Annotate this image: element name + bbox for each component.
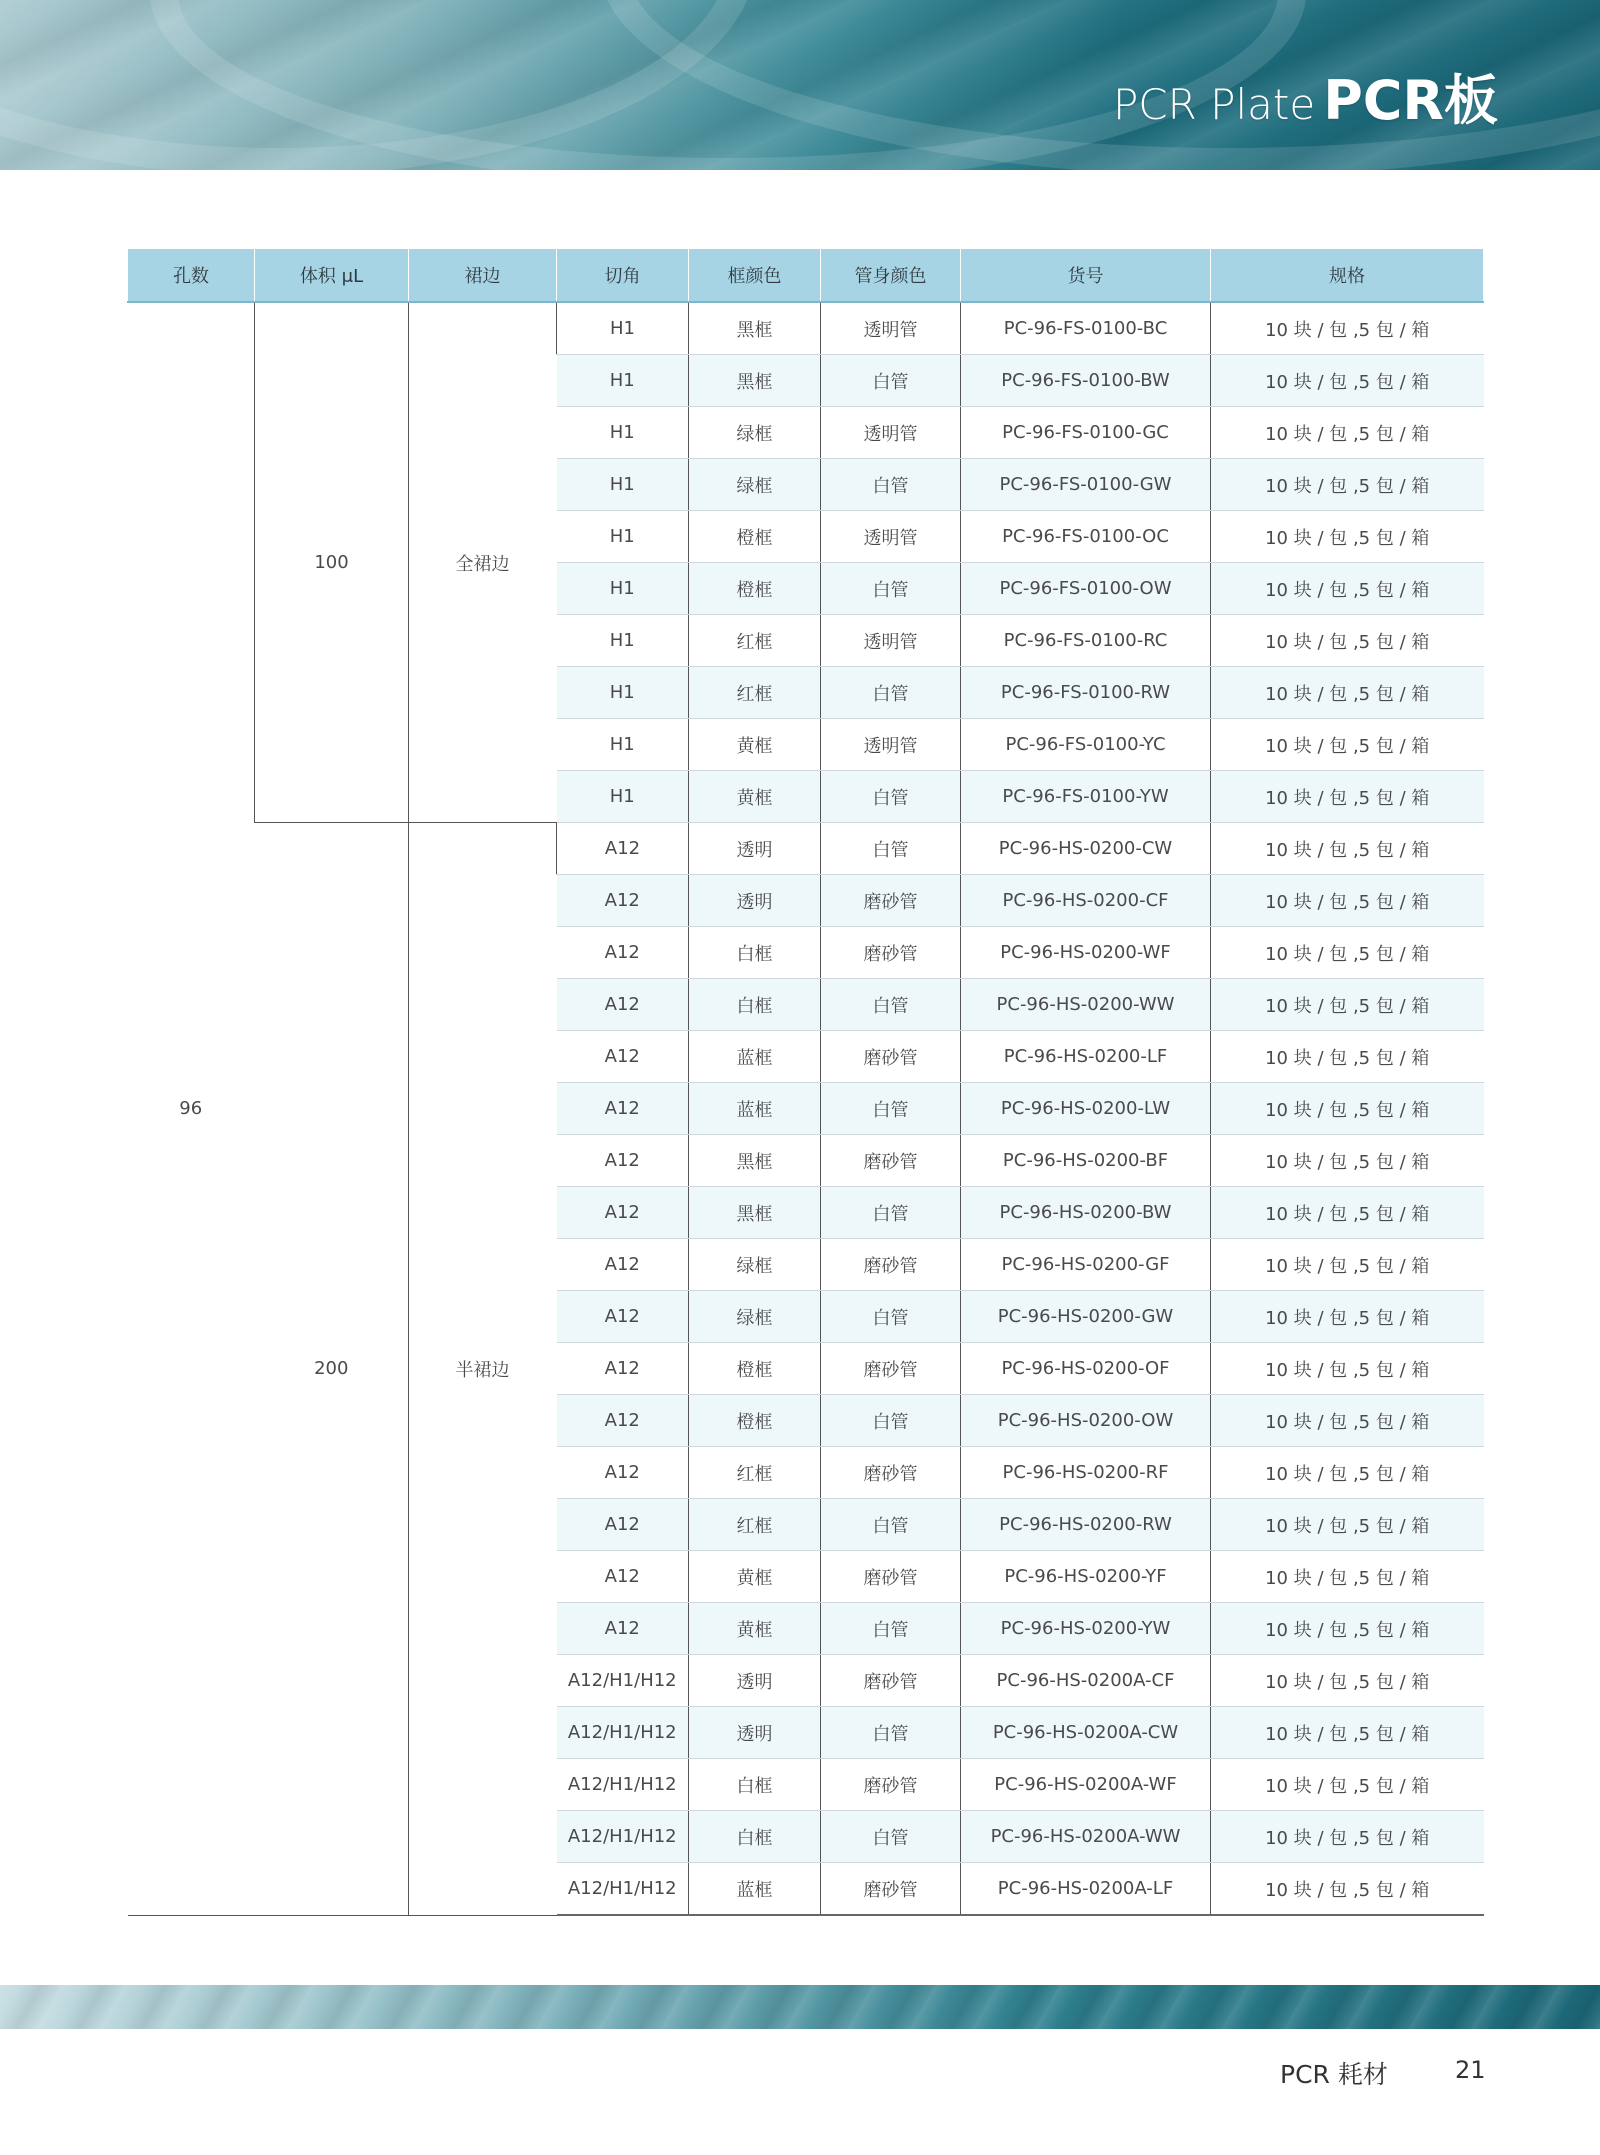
cell-frame-color: 橙框	[689, 1343, 821, 1395]
cell-frame-color: 黄框	[689, 719, 821, 771]
title-cn: PCR板	[1323, 69, 1498, 132]
cell-cut-corner: H1	[557, 355, 689, 407]
cell-catalog-no: PC-96-FS-0100-GW	[961, 459, 1211, 511]
cell-frame-color: 绿框	[689, 407, 821, 459]
cell-tube-color: 白管	[821, 1187, 961, 1239]
cell-tube-color: 透明管	[821, 615, 961, 667]
cell-frame-color: 黑框	[689, 1135, 821, 1187]
cell-cut-corner: A12	[557, 875, 689, 927]
cell-catalog-no: PC-96-HS-0200-GW	[961, 1291, 1211, 1343]
cell-frame-color: 透明	[689, 823, 821, 875]
cell-cut-corner: H1	[557, 563, 689, 615]
cell-frame-color: 黄框	[689, 771, 821, 823]
col-header-tube-color: 管身颜色	[821, 249, 961, 303]
cell-cut-corner: H1	[557, 615, 689, 667]
cell-frame-color: 透明	[689, 1707, 821, 1759]
cell-frame-color: 绿框	[689, 459, 821, 511]
cell-cut-corner: A12	[557, 1499, 689, 1551]
cell-tube-color: 磨砂管	[821, 1863, 961, 1916]
cell-packaging: 10 块 / 包 ,5 包 / 箱	[1211, 1291, 1484, 1343]
cell-cut-corner: H1	[557, 407, 689, 459]
col-header-frame-color: 框颜色	[689, 249, 821, 303]
cell-packaging: 10 块 / 包 ,5 包 / 箱	[1211, 1655, 1484, 1707]
cell-frame-color: 白框	[689, 927, 821, 979]
cell-frame-color: 透明	[689, 1655, 821, 1707]
footer-label: PCR 耗材	[1280, 2060, 1388, 2089]
cell-packaging: 10 块 / 包 ,5 包 / 箱	[1211, 1759, 1484, 1811]
cell-frame-color: 橙框	[689, 563, 821, 615]
cell-frame-color: 黄框	[689, 1551, 821, 1603]
cell-tube-color: 透明管	[821, 719, 961, 771]
cell-tube-color: 白管	[821, 1291, 961, 1343]
cell-tube-color: 磨砂管	[821, 1447, 961, 1499]
cell-cut-corner: A12/H1/H12	[557, 1707, 689, 1759]
cell-catalog-no: PC-96-FS-0100-RW	[961, 667, 1211, 719]
cell-catalog-no: PC-96-FS-0100-YW	[961, 771, 1211, 823]
cell-packaging: 10 块 / 包 ,5 包 / 箱	[1211, 459, 1484, 511]
cell-tube-color: 磨砂管	[821, 1551, 961, 1603]
cell-tube-color: 白管	[821, 979, 961, 1031]
cell-packaging: 10 块 / 包 ,5 包 / 箱	[1211, 563, 1484, 615]
cell-packaging: 10 块 / 包 ,5 包 / 箱	[1211, 875, 1484, 927]
cell-cut-corner: H1	[557, 511, 689, 563]
cell-packaging: 10 块 / 包 ,5 包 / 箱	[1211, 979, 1484, 1031]
cell-tube-color: 白管	[821, 1603, 961, 1655]
cell-catalog-no: PC-96-FS-0100-RC	[961, 615, 1211, 667]
col-header-catalog-no: 货号	[961, 249, 1211, 303]
cell-frame-color: 红框	[689, 1447, 821, 1499]
cell-catalog-no: PC-96-HS-0200-OW	[961, 1395, 1211, 1447]
table-row	[128, 823, 1484, 875]
cell-catalog-no: PC-96-FS-0100-GC	[961, 407, 1211, 459]
cell-cut-corner: A12/H1/H12	[557, 1759, 689, 1811]
cell-cut-corner: A12/H1/H12	[557, 1655, 689, 1707]
table-header-row	[128, 249, 1484, 303]
cell-packaging: 10 块 / 包 ,5 包 / 箱	[1211, 615, 1484, 667]
cell-tube-color: 白管	[821, 1707, 961, 1759]
cell-frame-color: 黑框	[689, 1187, 821, 1239]
cell-frame-color: 红框	[689, 1499, 821, 1551]
cell-tube-color: 白管	[821, 1811, 961, 1863]
cell-catalog-no: PC-96-FS-0100-OW	[961, 563, 1211, 615]
col-header-skirt: 裙边	[409, 249, 557, 303]
cell-cut-corner: A12	[557, 1187, 689, 1239]
cell-packaging: 10 块 / 包 ,5 包 / 箱	[1211, 1187, 1484, 1239]
cell-cut-corner: H1	[557, 771, 689, 823]
cell-cut-corner: H1	[557, 719, 689, 771]
cell-volume: 100	[255, 302, 409, 823]
cell-packaging: 10 块 / 包 ,5 包 / 箱	[1211, 1603, 1484, 1655]
col-header-cut-corner: 切角	[557, 249, 689, 303]
cell-frame-color: 红框	[689, 667, 821, 719]
cell-frame-color: 绿框	[689, 1239, 821, 1291]
cell-packaging: 10 块 / 包 ,5 包 / 箱	[1211, 1447, 1484, 1499]
cell-packaging: 10 块 / 包 ,5 包 / 箱	[1211, 823, 1484, 875]
cell-packaging: 10 块 / 包 ,5 包 / 箱	[1211, 1499, 1484, 1551]
cell-cut-corner: A12	[557, 1343, 689, 1395]
cell-catalog-no: PC-96-HS-0200-RW	[961, 1499, 1211, 1551]
cell-packaging: 10 块 / 包 ,5 包 / 箱	[1211, 719, 1484, 771]
pcr-plate-spec-table	[127, 248, 1484, 1916]
cell-packaging: 10 块 / 包 ,5 包 / 箱	[1211, 407, 1484, 459]
cell-catalog-no: PC-96-HS-0200-CW	[961, 823, 1211, 875]
cell-cut-corner: A12	[557, 1083, 689, 1135]
cell-frame-color: 黄框	[689, 1603, 821, 1655]
cell-tube-color: 白管	[821, 1395, 961, 1447]
cell-tube-color: 白管	[821, 1083, 961, 1135]
cell-packaging: 10 块 / 包 ,5 包 / 箱	[1211, 771, 1484, 823]
cell-tube-color: 磨砂管	[821, 1343, 961, 1395]
cell-catalog-no: PC-96-FS-0100-YC	[961, 719, 1211, 771]
cell-catalog-no: PC-96-HS-0200-CF	[961, 875, 1211, 927]
cell-tube-color: 白管	[821, 1499, 961, 1551]
col-header-volume: 体积 μL	[255, 249, 409, 303]
cell-tube-color: 白管	[821, 355, 961, 407]
cell-catalog-no: PC-96-HS-0200-YF	[961, 1551, 1211, 1603]
cell-tube-color: 透明管	[821, 511, 961, 563]
cell-wells: 96	[128, 302, 255, 1915]
cell-cut-corner: H1	[557, 302, 689, 355]
cell-skirt: 全裙边	[409, 302, 557, 823]
cell-catalog-no: PC-96-HS-0200-OF	[961, 1343, 1211, 1395]
cell-cut-corner: A12	[557, 979, 689, 1031]
cell-packaging: 10 块 / 包 ,5 包 / 箱	[1211, 1863, 1484, 1916]
cell-cut-corner: A12	[557, 1603, 689, 1655]
cell-catalog-no: PC-96-HS-0200-YW	[961, 1603, 1211, 1655]
cell-catalog-no: PC-96-HS-0200A-CW	[961, 1707, 1211, 1759]
cell-packaging: 10 块 / 包 ,5 包 / 箱	[1211, 1239, 1484, 1291]
cell-skirt: 半裙边	[409, 823, 557, 1916]
cell-tube-color: 白管	[821, 771, 961, 823]
cell-frame-color: 绿框	[689, 1291, 821, 1343]
cell-frame-color: 蓝框	[689, 1031, 821, 1083]
cell-tube-color: 磨砂管	[821, 1239, 961, 1291]
cell-tube-color: 磨砂管	[821, 927, 961, 979]
cell-tube-color: 白管	[821, 667, 961, 719]
cell-tube-color: 磨砂管	[821, 1135, 961, 1187]
cell-packaging: 10 块 / 包 ,5 包 / 箱	[1211, 1083, 1484, 1135]
title-en: PCR Plate	[1112, 80, 1316, 129]
cell-cut-corner: A12	[557, 1135, 689, 1187]
cell-frame-color: 蓝框	[689, 1863, 821, 1916]
cell-catalog-no: PC-96-HS-0200A-WW	[961, 1811, 1211, 1863]
cell-cut-corner: A12	[557, 1239, 689, 1291]
cell-packaging: 10 块 / 包 ,5 包 / 箱	[1211, 1343, 1484, 1395]
cell-catalog-no: PC-96-HS-0200-RF	[961, 1447, 1211, 1499]
cell-tube-color: 白管	[821, 823, 961, 875]
cell-packaging: 10 块 / 包 ,5 包 / 箱	[1211, 927, 1484, 979]
page-title	[1113, 58, 1498, 135]
cell-frame-color: 黑框	[689, 355, 821, 407]
header-banner	[0, 0, 1600, 170]
cell-packaging: 10 块 / 包 ,5 包 / 箱	[1211, 511, 1484, 563]
cell-packaging: 10 块 / 包 ,5 包 / 箱	[1211, 1135, 1484, 1187]
cell-catalog-no: PC-96-HS-0200-LF	[961, 1031, 1211, 1083]
cell-frame-color: 橙框	[689, 1395, 821, 1447]
cell-cut-corner: A12	[557, 1551, 689, 1603]
cell-catalog-no: PC-96-HS-0200A-LF	[961, 1863, 1211, 1916]
cell-cut-corner: H1	[557, 667, 689, 719]
cell-tube-color: 磨砂管	[821, 1655, 961, 1707]
cell-cut-corner: A12/H1/H12	[557, 1811, 689, 1863]
cell-tube-color: 磨砂管	[821, 1759, 961, 1811]
cell-packaging: 10 块 / 包 ,5 包 / 箱	[1211, 1707, 1484, 1759]
cell-catalog-no: PC-96-HS-0200A-WF	[961, 1759, 1211, 1811]
cell-frame-color: 橙框	[689, 511, 821, 563]
cell-cut-corner: A12	[557, 927, 689, 979]
cell-frame-color: 白框	[689, 1811, 821, 1863]
cell-tube-color: 透明管	[821, 407, 961, 459]
cell-tube-color: 白管	[821, 459, 961, 511]
cell-tube-color: 透明管	[821, 302, 961, 355]
cell-frame-color: 红框	[689, 615, 821, 667]
cell-packaging: 10 块 / 包 ,5 包 / 箱	[1211, 302, 1484, 355]
cell-cut-corner: A12/H1/H12	[557, 1863, 689, 1916]
cell-cut-corner: A12	[557, 1447, 689, 1499]
cell-packaging: 10 块 / 包 ,5 包 / 箱	[1211, 1395, 1484, 1447]
footer-band	[0, 1985, 1600, 2029]
col-header-wells: 孔数	[128, 249, 255, 303]
cell-tube-color: 磨砂管	[821, 875, 961, 927]
cell-frame-color: 蓝框	[689, 1083, 821, 1135]
cell-frame-color: 白框	[689, 1759, 821, 1811]
cell-cut-corner: A12	[557, 1395, 689, 1447]
cell-cut-corner: A12	[557, 1291, 689, 1343]
cell-packaging: 10 块 / 包 ,5 包 / 箱	[1211, 1031, 1484, 1083]
cell-catalog-no: PC-96-HS-0200-WW	[961, 979, 1211, 1031]
cell-packaging: 10 块 / 包 ,5 包 / 箱	[1211, 1551, 1484, 1603]
table-row	[128, 302, 1484, 355]
cell-catalog-no: PC-96-HS-0200-BF	[961, 1135, 1211, 1187]
cell-frame-color: 白框	[689, 979, 821, 1031]
cell-packaging: 10 块 / 包 ,5 包 / 箱	[1211, 1811, 1484, 1863]
cell-volume: 200	[255, 823, 409, 1916]
col-header-packaging: 规格	[1211, 249, 1484, 303]
cell-cut-corner: A12	[557, 823, 689, 875]
page-number: 21	[1455, 2056, 1486, 2084]
cell-catalog-no: PC-96-HS-0200-BW	[961, 1187, 1211, 1239]
cell-tube-color: 磨砂管	[821, 1031, 961, 1083]
cell-tube-color: 白管	[821, 563, 961, 615]
cell-packaging: 10 块 / 包 ,5 包 / 箱	[1211, 667, 1484, 719]
cell-catalog-no: PC-96-FS-0100-BW	[961, 355, 1211, 407]
cell-packaging: 10 块 / 包 ,5 包 / 箱	[1211, 355, 1484, 407]
cell-catalog-no: PC-96-FS-0100-BC	[961, 302, 1211, 355]
cell-catalog-no: PC-96-HS-0200-WF	[961, 927, 1211, 979]
cell-cut-corner: H1	[557, 459, 689, 511]
cell-catalog-no: PC-96-FS-0100-OC	[961, 511, 1211, 563]
cell-catalog-no: PC-96-HS-0200-LW	[961, 1083, 1211, 1135]
cell-frame-color: 黑框	[689, 302, 821, 355]
cell-catalog-no: PC-96-HS-0200A-CF	[961, 1655, 1211, 1707]
cell-frame-color: 透明	[689, 875, 821, 927]
cell-catalog-no: PC-96-HS-0200-GF	[961, 1239, 1211, 1291]
cell-cut-corner: A12	[557, 1031, 689, 1083]
